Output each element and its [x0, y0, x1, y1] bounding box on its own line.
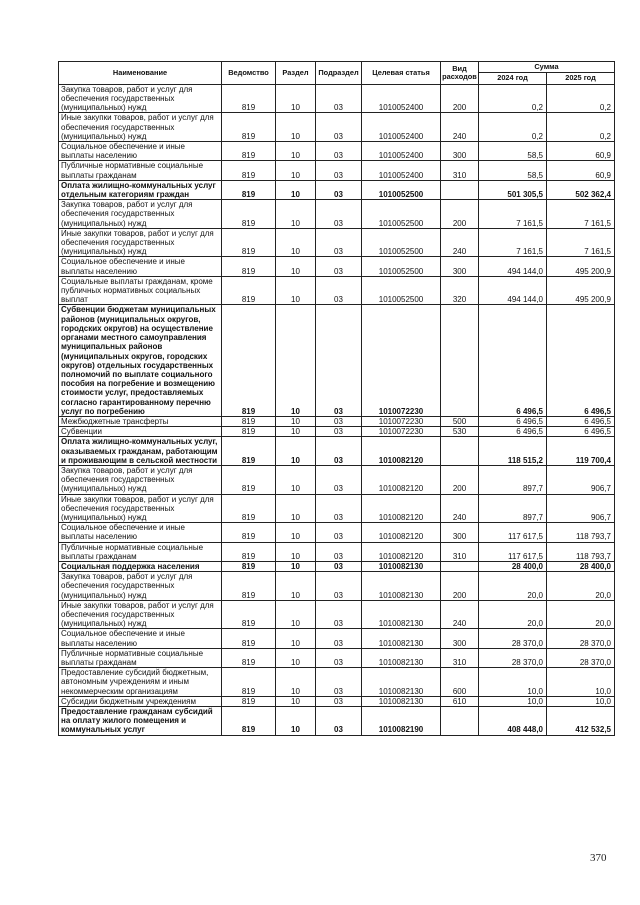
- cell-podrazdel: 03: [316, 228, 362, 257]
- cell-sum-2024: 494 144,0: [479, 276, 547, 305]
- table-row: [59, 600, 615, 629]
- cell-podrazdel: 03: [316, 416, 362, 426]
- cell-name: Закупка товаров, работ и услуг для обеспечения государственных (муниципальных) нужд: [59, 84, 222, 113]
- cell-sum-2025: 906,7: [547, 494, 615, 523]
- cell-sum-2024: 6 496,5: [479, 416, 547, 426]
- cell-celevaya-statya: 1010052400: [362, 142, 441, 161]
- cell-vid-rashodov: 500: [441, 416, 479, 426]
- cell-podrazdel: 03: [316, 707, 362, 736]
- budget-table: [58, 61, 615, 736]
- cell-vid-rashodov: 200: [441, 465, 479, 494]
- cell-vedomstvo: 819: [222, 416, 276, 426]
- cell-vedomstvo: 819: [222, 276, 276, 305]
- header-vedomstvo: Ведомство: [222, 62, 276, 85]
- cell-name: Иные закупки товаров, работ и услуг для обеспечения государственных (муниципальных) нужд: [59, 494, 222, 523]
- cell-vedomstvo: 819: [222, 161, 276, 180]
- cell-razdel: 10: [276, 200, 316, 229]
- table-row: [59, 228, 615, 257]
- cell-sum-2025: 7 161,5: [547, 200, 615, 229]
- cell-vedomstvo: 819: [222, 180, 276, 199]
- cell-podrazdel: 03: [316, 494, 362, 523]
- table-row: [59, 142, 615, 161]
- cell-sum-2025: 20,0: [547, 572, 615, 601]
- table-row: [59, 437, 615, 466]
- cell-sum-2025: 28 370,0: [547, 648, 615, 667]
- cell-vid-rashodov: 320: [441, 276, 479, 305]
- cell-vedomstvo: 819: [222, 305, 276, 416]
- table-row: [59, 305, 615, 416]
- header-vid-rashodov: Вид расходов: [441, 62, 479, 85]
- cell-vid-rashodov: [441, 305, 479, 416]
- cell-vid-rashodov: 200: [441, 84, 479, 113]
- cell-vid-rashodov: 610: [441, 696, 479, 706]
- cell-sum-2025: 495 200,9: [547, 276, 615, 305]
- cell-razdel: 10: [276, 696, 316, 706]
- cell-podrazdel: 03: [316, 276, 362, 305]
- cell-celevaya-statya: 1010052400: [362, 161, 441, 180]
- cell-vedomstvo: 819: [222, 707, 276, 736]
- cell-sum-2025: 906,7: [547, 465, 615, 494]
- table-row: [59, 648, 615, 667]
- table-row: [59, 257, 615, 276]
- cell-celevaya-statya: 1010072230: [362, 427, 441, 437]
- table-header: [59, 62, 615, 85]
- cell-podrazdel: 03: [316, 257, 362, 276]
- cell-sum-2024: 117 617,5: [479, 542, 547, 561]
- cell-celevaya-statya: 1010052400: [362, 84, 441, 113]
- cell-razdel: 10: [276, 113, 316, 142]
- cell-razdel: 10: [276, 161, 316, 180]
- table-row: [59, 629, 615, 648]
- cell-vid-rashodov: 310: [441, 648, 479, 667]
- cell-celevaya-statya: 1010052400: [362, 113, 441, 142]
- cell-sum-2025: 10,0: [547, 696, 615, 706]
- cell-celevaya-statya: 1010082130: [362, 629, 441, 648]
- table-row: [59, 494, 615, 523]
- cell-name: Предоставление гражданам субсидий на оплату жилого помещения и коммунальных услуг: [59, 707, 222, 736]
- cell-sum-2025: 6 496,5: [547, 416, 615, 426]
- header-name: Наименование: [59, 62, 222, 85]
- cell-sum-2025: 495 200,9: [547, 257, 615, 276]
- cell-vedomstvo: 819: [222, 561, 276, 571]
- table-row: [59, 668, 615, 697]
- cell-podrazdel: 03: [316, 668, 362, 697]
- table-row: [59, 416, 615, 426]
- cell-podrazdel: 03: [316, 600, 362, 629]
- cell-name: Социальные выплаты гражданам, кроме публичных нормативных социальных выплат: [59, 276, 222, 305]
- page-number: 370: [590, 852, 607, 864]
- cell-sum-2025: 20,0: [547, 600, 615, 629]
- cell-sum-2025: 6 496,5: [547, 305, 615, 416]
- cell-vedomstvo: 819: [222, 494, 276, 523]
- cell-sum-2024: 10,0: [479, 668, 547, 697]
- table-row: [59, 84, 615, 113]
- cell-razdel: 10: [276, 305, 316, 416]
- cell-celevaya-statya: 1010052500: [362, 276, 441, 305]
- cell-sum-2025: 6 496,5: [547, 427, 615, 437]
- cell-vedomstvo: 819: [222, 142, 276, 161]
- cell-vedomstvo: 819: [222, 427, 276, 437]
- cell-razdel: 10: [276, 437, 316, 466]
- cell-razdel: 10: [276, 600, 316, 629]
- cell-razdel: 10: [276, 494, 316, 523]
- cell-sum-2024: 0,2: [479, 84, 547, 113]
- cell-celevaya-statya: 1010052500: [362, 228, 441, 257]
- table-body: [59, 84, 615, 735]
- cell-vid-rashodov: 240: [441, 113, 479, 142]
- header-year-2025: 2025 год: [547, 73, 615, 84]
- cell-name: Публичные нормативные социальные выплаты гражданам: [59, 542, 222, 561]
- cell-vedomstvo: 819: [222, 523, 276, 542]
- cell-vedomstvo: 819: [222, 465, 276, 494]
- cell-sum-2024: 20,0: [479, 572, 547, 601]
- cell-podrazdel: 03: [316, 113, 362, 142]
- cell-name: Межбюджетные трансферты: [59, 416, 222, 426]
- cell-vid-rashodov: 200: [441, 572, 479, 601]
- cell-sum-2024: 7 161,5: [479, 200, 547, 229]
- cell-name: Субвенции бюджетам муниципальных районов (муниципальных округов, городских округов) на осуществление органами местного самоуправления муниципальных районов (муниципальных округов, городских округов) отдельных государственных полномочий по выплате социального пособия на погребение и возмещению стоимости услуг, предоставляемых согласно гарантированному перечню услуг по погребению: [59, 305, 222, 416]
- cell-podrazdel: 03: [316, 696, 362, 706]
- cell-sum-2024: 58,5: [479, 161, 547, 180]
- cell-name: Закупка товаров, работ и услуг для обеспечения государственных (муниципальных) нужд: [59, 200, 222, 229]
- cell-sum-2024: 494 144,0: [479, 257, 547, 276]
- cell-vedomstvo: 819: [222, 696, 276, 706]
- cell-sum-2025: 10,0: [547, 668, 615, 697]
- cell-celevaya-statya: 1010072230: [362, 416, 441, 426]
- cell-sum-2025: 412 532,5: [547, 707, 615, 736]
- cell-vedomstvo: 819: [222, 600, 276, 629]
- cell-name: Иные закупки товаров, работ и услуг для обеспечения государственных (муниципальных) нужд: [59, 228, 222, 257]
- cell-podrazdel: 03: [316, 161, 362, 180]
- cell-sum-2025: 118 793,7: [547, 542, 615, 561]
- cell-celevaya-statya: 1010052500: [362, 180, 441, 199]
- cell-name: Предоставление субсидий бюджетным, автономным учреждениям и иным некоммерческим организациям: [59, 668, 222, 697]
- cell-vid-rashodov: 300: [441, 142, 479, 161]
- cell-podrazdel: 03: [316, 572, 362, 601]
- cell-sum-2024: 28 370,0: [479, 648, 547, 667]
- cell-vid-rashodov: 240: [441, 228, 479, 257]
- cell-vid-rashodov: 600: [441, 668, 479, 697]
- cell-sum-2024: 58,5: [479, 142, 547, 161]
- cell-sum-2024: 6 496,5: [479, 427, 547, 437]
- cell-name: Социальное обеспечение и иные выплаты населению: [59, 523, 222, 542]
- cell-name: Субсидии бюджетным учреждениям: [59, 696, 222, 706]
- header-year-2024: 2024 год: [479, 73, 547, 84]
- cell-sum-2024: 10,0: [479, 696, 547, 706]
- cell-celevaya-statya: 1010082130: [362, 668, 441, 697]
- table-row: [59, 200, 615, 229]
- table-row: [59, 707, 615, 736]
- cell-sum-2024: 20,0: [479, 600, 547, 629]
- cell-vedomstvo: 819: [222, 200, 276, 229]
- cell-name: Иные закупки товаров, работ и услуг для обеспечения государственных (муниципальных) нужд: [59, 113, 222, 142]
- cell-razdel: 10: [276, 142, 316, 161]
- cell-vedomstvo: 819: [222, 648, 276, 667]
- cell-vedomstvo: 819: [222, 668, 276, 697]
- header-summa: Сумма: [479, 62, 615, 73]
- cell-razdel: 10: [276, 465, 316, 494]
- cell-razdel: 10: [276, 257, 316, 276]
- cell-podrazdel: 03: [316, 648, 362, 667]
- table-row: [59, 561, 615, 571]
- table-row: [59, 572, 615, 601]
- cell-vid-rashodov: 240: [441, 600, 479, 629]
- cell-vedomstvo: 819: [222, 542, 276, 561]
- table-row: [59, 696, 615, 706]
- cell-vedomstvo: 819: [222, 257, 276, 276]
- cell-vid-rashodov: 310: [441, 542, 479, 561]
- cell-sum-2024: 28 400,0: [479, 561, 547, 571]
- cell-podrazdel: 03: [316, 542, 362, 561]
- cell-vid-rashodov: 530: [441, 427, 479, 437]
- cell-podrazdel: 03: [316, 84, 362, 113]
- cell-sum-2025: 28 370,0: [547, 629, 615, 648]
- cell-celevaya-statya: 1010082130: [362, 600, 441, 629]
- cell-razdel: 10: [276, 542, 316, 561]
- cell-vedomstvo: 819: [222, 84, 276, 113]
- cell-vid-rashodov: 300: [441, 257, 479, 276]
- cell-celevaya-statya: 1010072230: [362, 305, 441, 416]
- cell-razdel: 10: [276, 572, 316, 601]
- cell-name: Иные закупки товаров, работ и услуг для обеспечения государственных (муниципальных) нужд: [59, 600, 222, 629]
- cell-podrazdel: 03: [316, 180, 362, 199]
- cell-vid-rashodov: [441, 561, 479, 571]
- cell-podrazdel: 03: [316, 465, 362, 494]
- cell-sum-2025: 60,9: [547, 161, 615, 180]
- cell-sum-2025: 28 400,0: [547, 561, 615, 571]
- cell-razdel: 10: [276, 276, 316, 305]
- cell-razdel: 10: [276, 523, 316, 542]
- table-row: [59, 180, 615, 199]
- cell-celevaya-statya: 1010082120: [362, 437, 441, 466]
- cell-vid-rashodov: [441, 180, 479, 199]
- cell-vid-rashodov: 200: [441, 200, 479, 229]
- cell-podrazdel: 03: [316, 523, 362, 542]
- cell-celevaya-statya: 1010082130: [362, 561, 441, 571]
- cell-celevaya-statya: 1010082120: [362, 494, 441, 523]
- cell-razdel: 10: [276, 561, 316, 571]
- cell-sum-2024: 501 305,5: [479, 180, 547, 199]
- cell-podrazdel: 03: [316, 561, 362, 571]
- cell-sum-2024: 6 496,5: [479, 305, 547, 416]
- cell-sum-2024: 7 161,5: [479, 228, 547, 257]
- cell-vedomstvo: 819: [222, 572, 276, 601]
- header-celevaya-statya: Целевая статья: [362, 62, 441, 85]
- cell-name: Социальное обеспечение и иные выплаты населению: [59, 142, 222, 161]
- cell-sum-2024: 408 448,0: [479, 707, 547, 736]
- cell-podrazdel: 03: [316, 629, 362, 648]
- cell-razdel: 10: [276, 427, 316, 437]
- cell-name: Социальное обеспечение и иные выплаты населению: [59, 629, 222, 648]
- table-row: [59, 542, 615, 561]
- header-razdel: Раздел: [276, 62, 316, 85]
- cell-razdel: 10: [276, 668, 316, 697]
- cell-name: Социальная поддержка населения: [59, 561, 222, 571]
- cell-sum-2024: 118 515,2: [479, 437, 547, 466]
- table-row: [59, 113, 615, 142]
- cell-celevaya-statya: 1010052500: [362, 200, 441, 229]
- cell-celevaya-statya: 1010082120: [362, 542, 441, 561]
- cell-razdel: 10: [276, 84, 316, 113]
- cell-podrazdel: 03: [316, 437, 362, 466]
- cell-celevaya-statya: 1010052500: [362, 257, 441, 276]
- header-podrazdel: Подраздел: [316, 62, 362, 85]
- cell-name: Оплата жилищно-коммунальных услуг, оказываемых гражданам, работающим и проживающим в сельской местности: [59, 437, 222, 466]
- table-row: [59, 523, 615, 542]
- cell-sum-2024: 0,2: [479, 113, 547, 142]
- cell-name: Социальное обеспечение и иные выплаты населению: [59, 257, 222, 276]
- cell-vid-rashodov: 310: [441, 161, 479, 180]
- budget-table-page: [58, 61, 614, 736]
- cell-vedomstvo: 819: [222, 629, 276, 648]
- cell-celevaya-statya: 1010082130: [362, 572, 441, 601]
- cell-podrazdel: 03: [316, 142, 362, 161]
- cell-podrazdel: 03: [316, 200, 362, 229]
- cell-sum-2025: 502 362,4: [547, 180, 615, 199]
- table-row: [59, 276, 615, 305]
- cell-name: Субвенции: [59, 427, 222, 437]
- cell-sum-2024: 117 617,5: [479, 523, 547, 542]
- cell-sum-2025: 118 793,7: [547, 523, 615, 542]
- cell-vid-rashodov: [441, 437, 479, 466]
- cell-sum-2025: 0,2: [547, 84, 615, 113]
- cell-name: Закупка товаров, работ и услуг для обеспечения государственных (муниципальных) нужд: [59, 465, 222, 494]
- cell-sum-2024: 897,7: [479, 494, 547, 523]
- cell-name: Публичные нормативные социальные выплаты гражданам: [59, 648, 222, 667]
- cell-vedomstvo: 819: [222, 228, 276, 257]
- cell-celevaya-statya: 1010082190: [362, 707, 441, 736]
- cell-vid-rashodov: 300: [441, 523, 479, 542]
- cell-sum-2024: 897,7: [479, 465, 547, 494]
- cell-name: Публичные нормативные социальные выплаты гражданам: [59, 161, 222, 180]
- cell-sum-2025: 7 161,5: [547, 228, 615, 257]
- table-row: [59, 161, 615, 180]
- cell-name: Закупка товаров, работ и услуг для обеспечения государственных (муниципальных) нужд: [59, 572, 222, 601]
- cell-razdel: 10: [276, 707, 316, 736]
- cell-celevaya-statya: 1010082130: [362, 696, 441, 706]
- cell-razdel: 10: [276, 228, 316, 257]
- cell-razdel: 10: [276, 180, 316, 199]
- cell-podrazdel: 03: [316, 427, 362, 437]
- cell-vid-rashodov: 300: [441, 629, 479, 648]
- cell-name: Оплата жилищно-коммунальных услуг отдельным категориям граждан: [59, 180, 222, 199]
- cell-celevaya-statya: 1010082120: [362, 523, 441, 542]
- cell-sum-2025: 0,2: [547, 113, 615, 142]
- cell-vid-rashodov: [441, 707, 479, 736]
- cell-razdel: 10: [276, 629, 316, 648]
- cell-sum-2025: 60,9: [547, 142, 615, 161]
- cell-razdel: 10: [276, 648, 316, 667]
- table-row: [59, 427, 615, 437]
- cell-sum-2025: 119 700,4: [547, 437, 615, 466]
- cell-sum-2024: 28 370,0: [479, 629, 547, 648]
- cell-podrazdel: 03: [316, 305, 362, 416]
- cell-razdel: 10: [276, 416, 316, 426]
- cell-celevaya-statya: 1010082120: [362, 465, 441, 494]
- cell-celevaya-statya: 1010082130: [362, 648, 441, 667]
- cell-vedomstvo: 819: [222, 437, 276, 466]
- cell-vedomstvo: 819: [222, 113, 276, 142]
- table-row: [59, 465, 615, 494]
- cell-vid-rashodov: 240: [441, 494, 479, 523]
